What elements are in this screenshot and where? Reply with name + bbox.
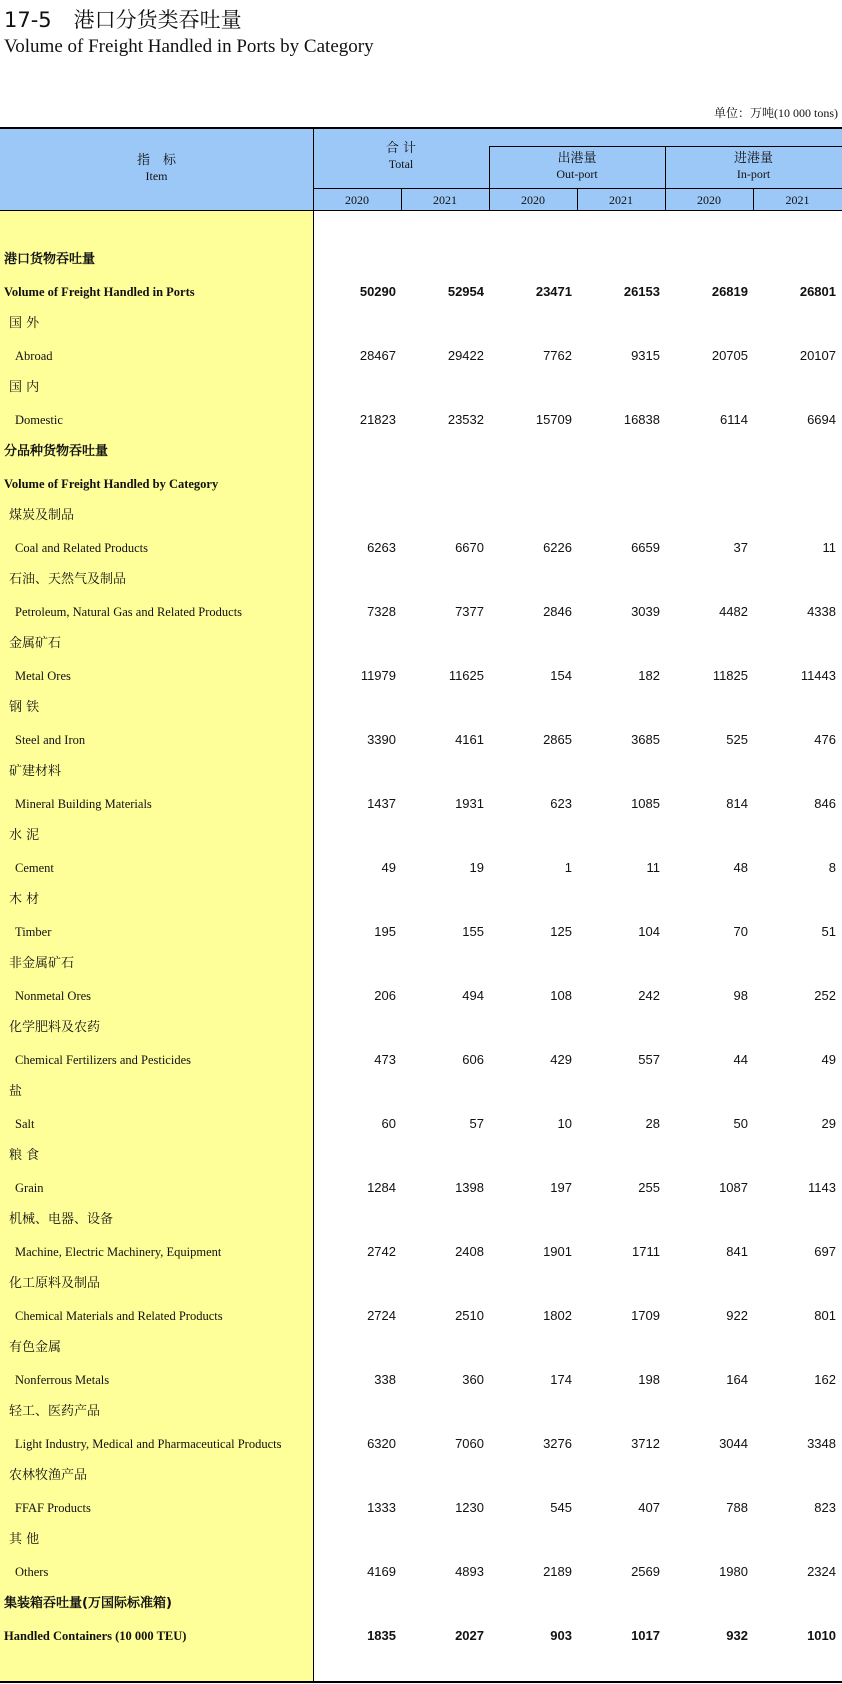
value-cell: 338 [374,1372,396,1387]
value-cell: 255 [638,1180,660,1195]
table-row [0,404,842,436]
value-cell: 198 [638,1372,660,1387]
value-cell: 1010 [807,1628,836,1643]
outport-header-zh: 出港量 [557,151,597,166]
value-cell: 155 [462,924,484,939]
value-cell: 6114 [720,412,748,427]
row-label: 盐 [9,1084,23,1099]
value-cell: 70 [733,924,748,939]
value-cell: 525 [726,732,748,747]
table-row [0,756,842,788]
value-cell: 7762 [543,348,572,363]
value-cell: 52954 [447,284,484,299]
value-cell: 57 [469,1116,484,1131]
value-cell: 26801 [799,284,836,299]
item-header-zh: 指 标 [136,153,176,168]
value-cell: 1333 [367,1500,396,1515]
value-cell: 7328 [367,604,396,619]
value-cell: 429 [550,1052,572,1067]
table-row [0,564,842,596]
table-row [0,1300,842,1332]
value-cell: 4161 [455,732,484,747]
year-header: 2020 [345,193,369,207]
value-cell: 20107 [799,348,836,363]
total-header-en: Total [388,156,414,171]
table-row [0,1108,842,1140]
item-header-en: Item [145,168,168,183]
value-cell: 1398 [455,1180,484,1195]
table-row [0,916,842,948]
row-label: 煤炭及制品 [9,508,75,523]
value-cell: 4338 [807,604,836,619]
table-row [0,1204,842,1236]
table-row [0,468,842,500]
table-row [0,788,842,820]
value-cell: 11979 [360,668,396,683]
value-cell: 1087 [719,1180,748,1195]
value-cell: 2510 [455,1308,484,1323]
row-label: 化学肥料及农药 [9,1020,101,1035]
table-row [0,1268,842,1300]
row-label: Volume of Freight Handled in Ports [4,285,195,299]
table-row [0,884,842,916]
value-cell: 26153 [623,284,660,299]
value-cell: 49 [381,860,396,875]
value-cell: 182 [638,668,660,683]
table-row [0,1556,842,1588]
value-cell: 98 [733,988,748,1003]
header-divider [753,188,754,211]
table-row [0,1460,842,1492]
row-label: 机械、电器、设备 [9,1212,114,1227]
row-label: Light Industry, Medical and Pharmaceutical Products [15,1437,282,1451]
header-divider [313,129,314,211]
value-cell: 4482 [719,604,748,619]
value-cell: 3044 [719,1436,748,1451]
table-row [0,532,842,564]
value-cell: 6226 [543,540,572,555]
header-divider [489,146,490,211]
value-cell: 922 [726,1308,748,1323]
row-label: Nonferrous Metals [15,1373,110,1387]
row-label: Others [15,1565,49,1579]
value-cell: 7377 [455,604,484,619]
value-cell: 49 [821,1052,836,1067]
value-cell: 2865 [543,732,572,747]
value-cell: 1230 [455,1500,484,1515]
value-cell: 407 [638,1500,660,1515]
row-label: FFAF Products [15,1501,91,1515]
inport-header [665,151,842,181]
value-cell: 3712 [631,1436,660,1451]
value-cell: 2846 [543,604,572,619]
value-cell: 903 [550,1628,572,1643]
value-cell: 606 [462,1052,484,1067]
value-cell: 197 [550,1180,572,1195]
value-cell: 1835 [367,1628,396,1643]
year-header: 2021 [433,193,457,207]
year-header: 2020 [521,193,545,207]
value-cell: 21823 [359,412,396,427]
row-label: 国 外 [9,316,40,331]
value-cell: 3348 [807,1436,836,1451]
value-cell: 1711 [632,1244,660,1259]
table-body [0,244,842,1652]
row-label: 石油、天然气及制品 [9,572,127,587]
table-row [0,1332,842,1364]
value-cell: 11625 [448,668,484,683]
value-cell: 1143 [808,1180,836,1195]
table-row [0,596,842,628]
value-cell: 1709 [631,1308,660,1323]
row-label: 化工原料及制品 [9,1276,101,1291]
table-row [0,436,842,468]
year-header: 2021 [609,193,633,207]
table-row [0,1492,842,1524]
table-row [0,852,842,884]
table-row [0,724,842,756]
inport-header-en: In-port [736,166,771,181]
value-cell: 2027 [455,1628,484,1643]
unit-zh: 单位：万吨 [713,106,774,120]
table-row [0,1044,842,1076]
table-row [0,692,842,724]
value-cell: 2569 [631,1564,660,1579]
value-cell: 206 [374,988,396,1003]
table-row [0,1076,842,1108]
row-label: Petroleum, Natural Gas and Related Products [15,605,243,619]
value-cell: 28467 [359,348,396,363]
row-label: Machine, Electric Machinery, Equipment [15,1245,222,1259]
inport-header-zh: 进港量 [733,151,773,166]
table-title-zh [4,4,242,34]
row-label: 有色金属 [9,1340,62,1355]
title-text-zh: 港口分货类吞吐量 [73,8,242,32]
value-cell: 1437 [367,796,396,811]
value-cell: 8 [828,860,836,875]
row-label: Chemical Fertilizers and Pesticides [15,1053,191,1067]
value-cell: 1802 [543,1308,572,1323]
row-label: Grain [15,1181,44,1195]
header-divider [665,146,666,211]
table-row [0,1428,842,1460]
table-row [0,1396,842,1428]
row-label: Cement [15,861,54,875]
value-cell: 494 [462,988,484,1003]
outport-header-en: Out-port [556,166,598,181]
table-row [0,1588,842,1620]
table-row [0,628,842,660]
row-label: Chemical Materials and Related Products [15,1309,223,1323]
value-cell: 1980 [719,1564,748,1579]
value-cell: 473 [374,1052,396,1067]
row-label: 轻工、医药产品 [9,1404,101,1419]
value-cell: 11825 [712,668,748,683]
value-cell: 814 [726,796,748,811]
header-divider [401,188,402,211]
value-cell: 16838 [623,412,660,427]
value-cell: 50290 [359,284,396,299]
value-cell: 697 [814,1244,836,1259]
row-label: 国 内 [9,380,40,395]
value-cell: 1931 [455,796,484,811]
value-cell: 51 [821,924,836,939]
value-cell: 174 [550,1372,572,1387]
value-cell: 26819 [711,284,748,299]
table-title-en: Volume of Freight Handled in Ports by Category [4,36,374,57]
table-row [0,372,842,404]
value-cell: 1017 [631,1628,660,1643]
row-label: 水 泥 [9,828,40,843]
table-row [0,660,842,692]
value-cell: 11 [646,860,660,875]
value-cell: 195 [374,924,396,939]
table-row [0,820,842,852]
table-row [0,500,842,532]
table-row [0,1620,842,1652]
row-label: Salt [15,1117,35,1131]
value-cell: 154 [550,668,572,683]
row-label: 非金属矿石 [9,956,75,971]
value-cell: 2724 [367,1308,396,1323]
value-cell: 6670 [455,540,484,555]
table-row [0,1012,842,1044]
value-cell: 2324 [807,1564,836,1579]
value-cell: 9315 [631,348,660,363]
value-cell: 37 [733,540,748,555]
row-label: Metal Ores [15,669,71,683]
row-label: 钢 铁 [9,700,40,715]
table-header [0,127,842,211]
value-cell: 801 [814,1308,836,1323]
value-cell: 1284 [367,1180,396,1195]
value-cell: 162 [814,1372,836,1387]
value-cell: 4893 [455,1564,484,1579]
row-label: 集装箱吞吐量(万国际标准箱) [4,1596,172,1611]
value-cell: 60 [381,1116,396,1131]
value-cell: 476 [814,732,836,747]
value-cell: 4169 [367,1564,396,1579]
value-cell: 23471 [535,284,572,299]
value-cell: 2189 [543,1564,572,1579]
value-cell: 28 [645,1116,660,1131]
value-cell: 11443 [800,668,836,683]
table-row [0,948,842,980]
row-label: Handled Containers (10 000 TEU) [4,1629,187,1643]
table-row [0,1236,842,1268]
table-row [0,1140,842,1172]
row-label: 粮 食 [9,1148,40,1163]
row-label: 港口货物吞吐量 [4,252,96,267]
value-cell: 164 [726,1372,748,1387]
row-label: 金属矿石 [9,636,62,651]
value-cell: 3685 [631,732,660,747]
value-cell: 841 [726,1244,748,1259]
value-cell: 7060 [455,1436,484,1451]
value-cell: 3039 [631,604,660,619]
row-label: 分品种货物吞吐量 [4,444,109,459]
value-cell: 11 [822,540,836,555]
row-label: 矿建材料 [9,764,62,779]
value-cell: 6694 [807,412,836,427]
value-cell: 545 [550,1500,572,1515]
value-cell: 104 [638,924,660,939]
row-label: 其 他 [9,1532,40,1547]
value-cell: 6659 [631,540,660,555]
value-cell: 48 [733,860,748,875]
value-cell: 15709 [535,412,572,427]
value-cell: 19 [469,860,484,875]
value-cell: 932 [726,1628,748,1643]
row-label: Nonmetal Ores [15,989,92,1003]
table-number: 17-5 [4,8,52,32]
value-cell: 1 [564,860,572,875]
row-label: Domestic [15,413,63,427]
value-cell: 29422 [447,348,484,363]
table-row [0,340,842,372]
value-cell: 108 [550,988,572,1003]
table-row [0,980,842,1012]
value-cell: 44 [733,1052,748,1067]
table-row [0,244,842,276]
outport-header [489,151,665,181]
table-row [0,276,842,308]
value-cell: 29 [821,1116,836,1131]
unit-en: (10 000 tons) [774,106,838,120]
value-cell: 23532 [447,412,484,427]
value-cell: 2742 [367,1244,396,1259]
table-row [0,1524,842,1556]
row-label: Mineral Building Materials [15,797,152,811]
value-cell: 1901 [543,1244,572,1259]
value-cell: 846 [814,796,836,811]
table-row [0,1172,842,1204]
row-label: Timber [15,925,52,939]
row-label: Abroad [15,349,53,363]
total-header [313,141,489,171]
year-header: 2021 [785,193,810,207]
value-cell: 50 [733,1116,748,1131]
value-cell: 242 [638,988,660,1003]
value-cell: 125 [550,924,572,939]
value-cell: 823 [814,1500,836,1515]
value-cell: 3390 [367,732,396,747]
row-label: Coal and Related Products [15,541,148,555]
item-header [0,153,313,183]
value-cell: 10 [557,1116,572,1131]
value-cell: 6320 [367,1436,396,1451]
unit-note [714,104,838,121]
total-header-zh: 合 计 [385,141,417,156]
value-cell: 6263 [367,540,396,555]
year-header: 2020 [697,193,721,207]
value-cell: 788 [726,1500,748,1515]
value-cell: 360 [462,1372,484,1387]
table-bottom-line [0,1681,842,1683]
value-cell: 3276 [543,1436,572,1451]
table-row [0,1364,842,1396]
row-label: 木 材 [9,892,40,907]
value-cell: 557 [638,1052,660,1067]
value-cell: 2408 [455,1244,484,1259]
row-label: Volume of Freight Handled by Category [4,477,219,491]
table-row [0,308,842,340]
value-cell: 1085 [631,796,660,811]
value-cell: 623 [550,796,572,811]
row-label: 农林牧渔产品 [9,1468,88,1483]
value-cell: 252 [814,988,836,1003]
header-divider [577,188,578,211]
value-cell: 20705 [711,348,748,363]
row-label: Steel and Iron [15,733,86,747]
